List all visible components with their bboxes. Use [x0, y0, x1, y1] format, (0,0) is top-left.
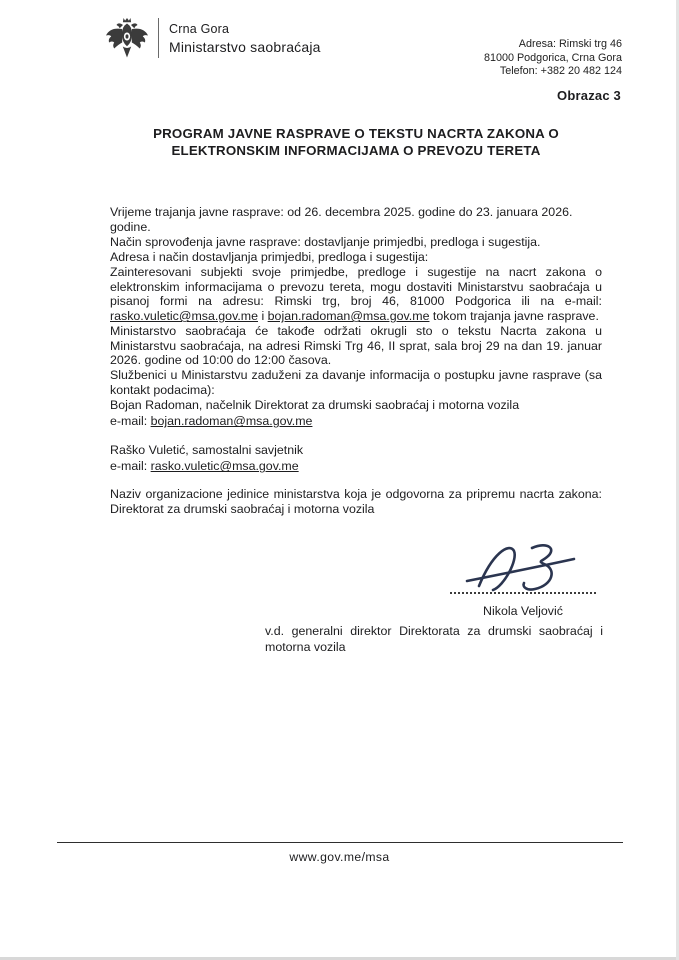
contact-block-1 [110, 397, 602, 429]
signatory-name: Nikola Veljović [483, 604, 563, 618]
contact-email-line [110, 458, 602, 474]
footer-url: www.gov.me/msa [289, 850, 390, 864]
submission-text-end: tokom trajanja javne rasprave. [429, 309, 599, 324]
document-title-line2: ELEKTRONSKIM INFORMACIJAMA O PREVOZU TERETA [171, 143, 541, 158]
coat-of-arms-icon [104, 17, 150, 59]
address-line: Adresa: Rimski trg 46 [518, 38, 622, 50]
document-title [110, 125, 602, 159]
ministry-address-block [484, 38, 622, 79]
contact-name: Bojan Radoman, načelnik Direktorat za drumski saobraćaj i motorna vozila [110, 398, 520, 413]
submission-text: Zainteresovani subjekti svoje primjedbe, predloge i sugestije na nacrt zakona o elektronskim informacijama o prevozu tereta, mogu dostaviti Ministarstvu saobraćaja u pisanoj formi na adresu: Rimski trg, broj 46, 81000 Podgorica ili na e-mail: [110, 265, 602, 309]
document-title-line1: PROGRAM JAVNE RASPRAVE O TEKSTU NACRTA ZAKONA O [153, 126, 559, 141]
signatory-title: v.d. generalni direktor Direktorata za drumski saobraćaj i motorna vozila [265, 624, 603, 654]
paragraph-address-intro: Adresa i način dostavljanja primjedbi, predloga i sugestija: [110, 250, 429, 264]
paragraph-duration: Vrijeme trajanja javne rasprave: od 26. decembra 2025. godine do 23. januara 2026. godine. [110, 205, 573, 234]
phone-line: Telefon: +382 20 482 124 [499, 65, 622, 77]
email-label: e-mail: [110, 414, 151, 429]
form-number-label: Obrazac 3 [557, 88, 621, 103]
footer-divider [57, 842, 623, 843]
signature-dotted-line [450, 592, 596, 594]
email-label: e-mail: [110, 459, 151, 474]
paragraph-officials-intro: Službenici u Ministarstvu zaduženi za davanje informacija o postupku javne rasprave (sa kontakt podacima): [110, 367, 602, 397]
letterhead [104, 17, 321, 59]
email-link-rasko-contact[interactable]: rasko.vuletic@msa.gov.me [150, 459, 299, 474]
handwritten-signature [452, 538, 602, 596]
letterhead-divider [158, 18, 159, 58]
email-link-bojan[interactable]: bojan.radoman@msa.gov.me [267, 309, 430, 324]
country-name: Crna Gora [169, 21, 230, 36]
submission-joiner: i [258, 309, 268, 324]
paragraph-responsible-unit: Naziv organizacione jedinice ministarstva koja je odgovorna za pripremu nacrta zakona: Direktorat za drumski saobraćaj i motorna vozila [110, 487, 602, 517]
contact-name: Raško Vuletić, samostalni savjetnik [110, 443, 304, 458]
contact-block-2 [110, 442, 602, 474]
email-link-rasko[interactable]: rasko.vuletic@msa.gov.me [110, 309, 259, 324]
contact-email-line [110, 413, 602, 429]
paragraph-method: Način sprovođenja javne rasprave: dostavljanje primjedbi, predloga i sugestija. [110, 235, 541, 249]
paragraph-submission [110, 265, 602, 324]
email-link-bojan-contact[interactable]: bojan.radoman@msa.gov.me [150, 414, 313, 429]
document-body [110, 125, 602, 517]
ministry-name: Ministarstvo saobraćaja [169, 38, 321, 55]
address-line: 81000 Podgorica, Crna Gora [483, 51, 622, 64]
paragraph-roundtable: Ministarstvo saobraćaja će takođe održati okrugli sto o tekstu Nacrta zakona u Ministarstvu saobraćaja, na adresi Rimski Trg 46, II sprat, sala broj 29 na dan 19. januar 2026. godine od 10:00 do 12:00 časova. [110, 323, 602, 368]
